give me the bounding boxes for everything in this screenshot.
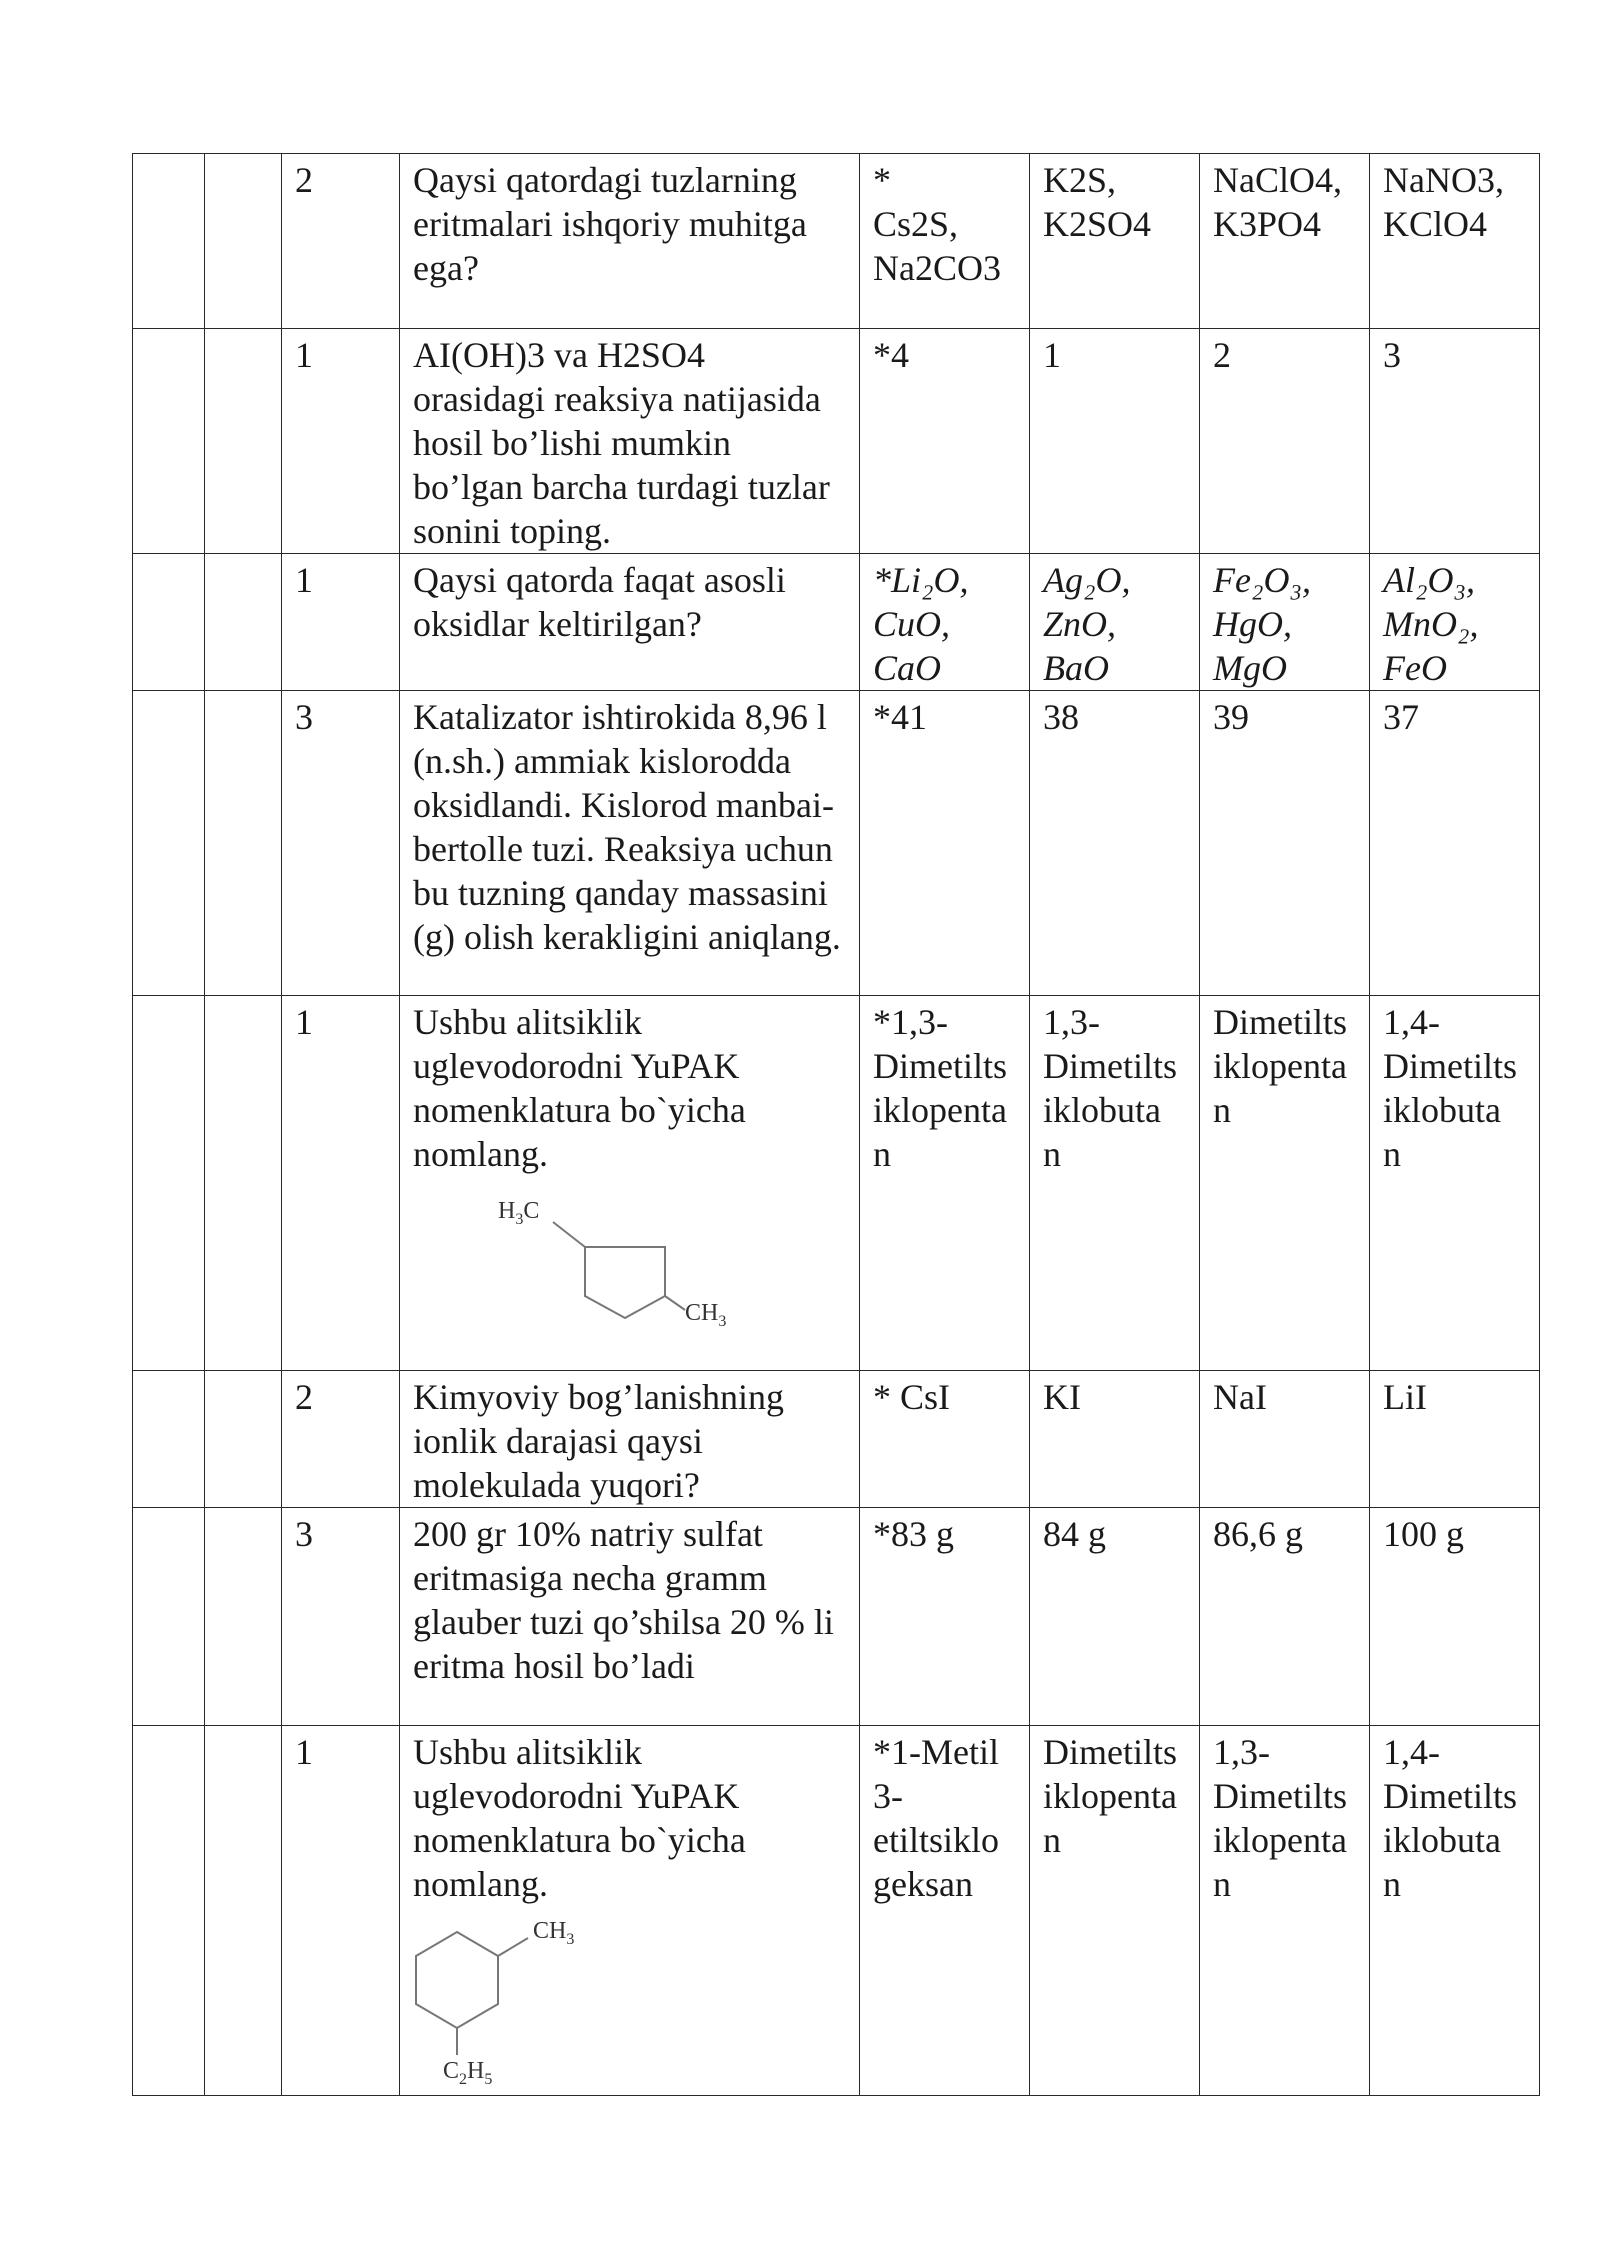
table-row — [133, 1371, 1540, 1508]
blank-cell — [133, 1726, 205, 2096]
option-b: Ag₂O, ZnO, BaO — [1030, 554, 1200, 691]
difficulty-level: 3 — [282, 1508, 400, 1726]
option-d: 1,4- Dimetilts iklobuta n — [1370, 996, 1540, 1371]
question-text: Qaysi qatordagi tuzlarning eritmalari ishqoriy muhitga ega? — [400, 154, 860, 329]
blank-cell — [205, 154, 282, 329]
blank-cell — [205, 329, 282, 554]
option-a-correct: * Cs2S, Na2CO3 — [860, 154, 1030, 329]
substituent-bottom: $CH_3$ — [685, 1300, 727, 1330]
option-a-correct: *83 g — [860, 1508, 1030, 1726]
option-b: 1,3- Dimetilts iklobuta n — [1030, 996, 1200, 1371]
option-a-correct: *4 — [860, 329, 1030, 554]
cyclohexane-structure — [413, 1910, 613, 2088]
blank-cell — [133, 154, 205, 329]
option-a-correct: *41 — [860, 691, 1030, 996]
question-text: Kimyoviy bog’lanishning ionlik darajasi qaysi molekulada yuqori? — [400, 1371, 860, 1508]
table-row — [133, 554, 1540, 691]
table-row — [133, 329, 1540, 554]
option-b: 84 g — [1030, 1508, 1200, 1726]
option-b: K2S, K2SO4 — [1030, 154, 1200, 329]
blank-cell — [205, 1508, 282, 1726]
table-row — [133, 154, 1540, 329]
difficulty-level: 2 — [282, 1371, 400, 1508]
substituent-bottom: $C_2H_5$ — [443, 2058, 493, 2088]
difficulty-level: 2 — [282, 154, 400, 329]
table-row — [133, 1508, 1540, 1726]
option-b: Dimetilts iklopenta n — [1030, 1726, 1200, 2096]
question-text: Ushbu alitsiklik uglevodorodni YuPAK nomenklatura bo`yicha nomlang. — [413, 1002, 746, 1174]
difficulty-level: 1 — [282, 1726, 400, 2096]
table-row — [133, 996, 1540, 1371]
option-a-correct: *1,3- Dimetilts iklopenta n — [860, 996, 1030, 1371]
blank-cell — [133, 554, 205, 691]
table-row — [133, 691, 1540, 996]
difficulty-level: 1 — [282, 329, 400, 554]
substituent-top: $CH_3$ — [533, 1918, 575, 1948]
option-b: KI — [1030, 1371, 1200, 1508]
option-b: 1 — [1030, 329, 1200, 554]
cyclopentane-structure — [413, 1190, 727, 1330]
option-a-correct: * CsI — [860, 1371, 1030, 1508]
option-c: 86,6 g — [1200, 1508, 1370, 1726]
option-c: 1,3- Dimetilts iklopenta n — [1200, 1726, 1370, 2096]
option-c: NaClO4, K3PO4 — [1200, 154, 1370, 329]
question-cell — [400, 996, 860, 1371]
blank-cell — [205, 1371, 282, 1508]
option-c: Dimetilts iklopenta n — [1200, 996, 1370, 1371]
question-text: Katalizator ishtirokida 8,96 l (n.sh.) ammiak kislorodda oksidlandi. Kislorod manbai-bertolle tuzi. Reaksiya uchun bu tuzning qanday massasini (g) olish kerakligini aniqlang. — [400, 691, 860, 996]
option-d: 1,4- Dimetilts iklobuta n — [1370, 1726, 1540, 2096]
difficulty-level: 1 — [282, 996, 400, 1371]
question-text: AI(OH)3 va H2SO4 orasidagi reaksiya natijasida hosil bo’lishi mumkin bo’lgan barcha turdagi tuzlar sonini toping. — [400, 329, 860, 554]
option-d: LiI — [1370, 1371, 1540, 1508]
blank-cell — [205, 1726, 282, 2096]
difficulty-level: 3 — [282, 691, 400, 996]
substituent-top: $H_3C$ — [498, 1198, 540, 1228]
blank-cell — [133, 1508, 205, 1726]
question-text: 200 gr 10% natriy sulfat eritmasiga necha gramm glauber tuzi qo’shilsa 20 % li eritma hosil bo’ladi — [400, 1508, 860, 1726]
blank-cell — [133, 1371, 205, 1508]
question-text: Qaysi qatorda faqat asosli oksidlar keltirilgan? — [400, 554, 860, 691]
blank-cell — [205, 691, 282, 996]
table-row — [133, 1726, 1540, 2096]
questions-table — [132, 153, 1540, 2096]
option-c: 39 — [1200, 691, 1370, 996]
blank-cell — [133, 691, 205, 996]
blank-cell — [133, 996, 205, 1371]
blank-cell — [133, 329, 205, 554]
difficulty-level: 1 — [282, 554, 400, 691]
question-text: Ushbu alitsiklik uglevodorodni YuPAK nomenklatura bo`yicha nomlang. — [413, 1732, 746, 1904]
option-b: 38 — [1030, 691, 1200, 996]
option-d: 100 g — [1370, 1508, 1540, 1726]
option-a-correct: *1-Metil 3- etiltsiklo geksan — [860, 1726, 1030, 2096]
blank-cell — [205, 554, 282, 691]
option-d: 37 — [1370, 691, 1540, 996]
question-cell — [400, 1726, 860, 2096]
option-c: 2 — [1200, 329, 1370, 554]
option-c: Fe₂O₃, HgO, MgO — [1200, 554, 1370, 691]
option-d: Al₂O₃, MnO₂, FeO — [1370, 554, 1540, 691]
option-d: NaNO3, KClO4 — [1370, 154, 1540, 329]
option-a-correct: *Li₂O, CuO, CaO — [860, 554, 1030, 691]
option-d: 3 — [1370, 329, 1540, 554]
blank-cell — [205, 996, 282, 1371]
option-c: NaI — [1200, 1371, 1370, 1508]
